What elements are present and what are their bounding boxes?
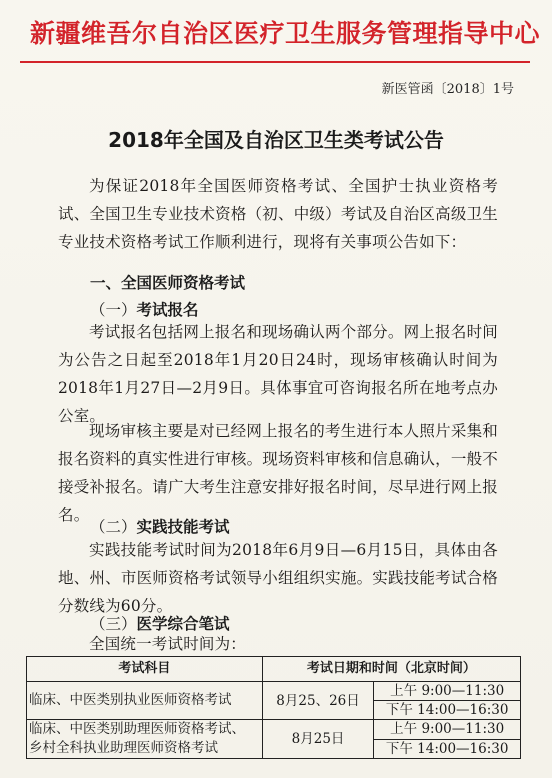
document-title: 2018年全国及自治区卫生类考试公告 [108,128,444,152]
subsection-title: 实践技能考试 [136,518,230,536]
written-exam-paragraph: 全国统一考试时间为： [89,635,247,653]
table-header-subject: 考试科目 [27,657,263,682]
table-cell-time-morning: 上午 9:00—11:30 [374,720,521,740]
subsection-title: 医学综合笔试 [136,615,230,633]
table-cell-date: 8月25、26日 [262,682,374,720]
intro-paragraph: 为保证2018年全国医师资格考试、全国护士执业资格考试、全国卫生专业技术资格（初、中级）考试及自治区高级卫生专业技术资格考试工作顺利进行，现将有关事项公告如下： [58,177,498,251]
subsection-number: （三） [90,615,137,633]
table-row [27,682,521,701]
table-cell-time-afternoon: 下午 14:00—16:30 [374,739,521,759]
table-header-row [27,657,521,682]
table-row [27,720,521,740]
exam-schedule-table [26,656,521,759]
table-cell-subject [27,720,263,759]
subsection-heading-registration [90,298,199,320]
registration-paragraph: 考试报名包括网上报名和现场确认两个部分。网上报名时间为公告之日起至2018年1月20日24时，现场审核确认时间为2018年1月27日—2月9日。具体事宜可咨询报名所在地考点办公室。 [58,323,498,425]
document-number: 新医管函〔2018〕1号 [381,82,514,97]
table-cell-subject-line: 乡村全科执业助理医师资格考试 [29,740,218,756]
subsection-title: 考试报名 [136,301,199,319]
subsection-heading-practical-exam [90,515,230,537]
table-cell-subject-line: 临床、中医类别助理医师资格考试、 [29,721,245,737]
subsection-number: （一） [90,301,137,319]
table-cell-time-morning: 上午 9:00—11:30 [374,682,521,701]
onsite-review-paragraph: 现场审核主要是对已经网上报名的考生进行本人照片采集和报名资料的真实性进行审核。现场资料审核和信息确认，一般不接受补报名。请广大考生注意安排好报名时间，尽早进行网上报名。 [58,422,498,524]
table-cell-time-afternoon: 下午 14:00—16:30 [374,701,521,720]
table-cell-date: 8月25日 [262,720,374,759]
section-heading-physician-exam: 一、全国医师资格考试 [90,274,246,292]
subsection-number: （二） [90,518,137,536]
letterhead-title: 新疆维吾尔自治区医疗卫生服务管理指导中心 [30,19,541,48]
practical-exam-paragraph: 实践技能考试时间为2018年6月9日—6月15日，具体由各地、州、市医师资格考试领导小组组织实施。实践技能考试合格分数线为60分。 [58,541,498,615]
table-cell-subject: 临床、中医类别执业医师资格考试 [27,682,263,720]
letterhead-red-rule [20,61,530,63]
table-header-datetime: 考试日期和时间（北京时间） [262,657,520,682]
